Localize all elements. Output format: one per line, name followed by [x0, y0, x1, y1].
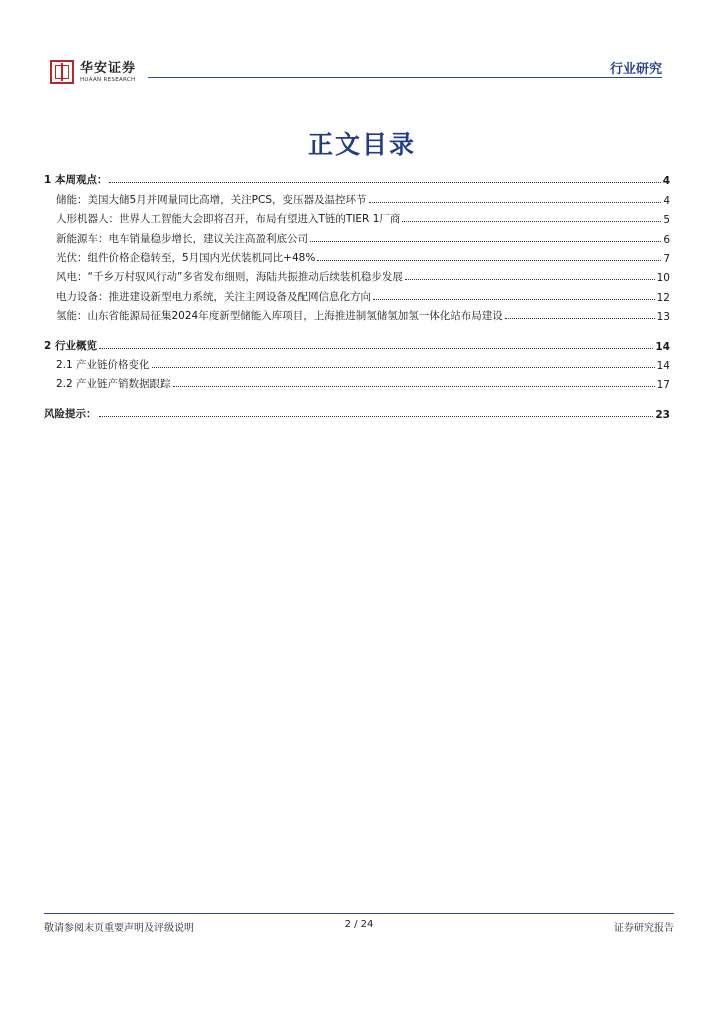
page-header — [50, 58, 662, 90]
toc-entry-page: 14 — [656, 359, 670, 372]
toc-entry-page: 13 — [656, 311, 670, 324]
logo-name-en: HUAAN RESEARCH — [80, 76, 136, 83]
toc-entry-label: 人形机器人：世界人工智能大会即将召开，布局有望进入T链的TIER 1厂商 — [56, 213, 401, 226]
header-divider — [148, 77, 662, 78]
toc-entry-label: 2.1 产业链价格变化 — [56, 358, 150, 371]
toc-entry-label: 2 行业概览 — [44, 339, 97, 352]
toc-entry-page: 23 — [655, 408, 670, 421]
toc-dot-leader — [369, 202, 662, 203]
toc-entry-page: 7 — [663, 252, 670, 265]
toc-entry-section[interactable] — [44, 168, 670, 187]
toc-entry-subsection[interactable] — [44, 372, 670, 391]
toc-entry-page: 10 — [656, 272, 670, 285]
toc-entry-label: 新能源车：电车销量稳步增长，建议关注高盈利底公司 — [56, 232, 308, 245]
toc-entry-subsection[interactable] — [44, 353, 670, 372]
toc-dot-leader — [402, 221, 661, 222]
footer-report-type: 证券研究报告 — [614, 923, 674, 934]
toc-entry-page: 6 — [663, 233, 670, 246]
seal-logo-icon — [50, 60, 74, 84]
section-label: 行业研究 — [609, 62, 662, 77]
toc-entry-subsection[interactable] — [44, 284, 670, 303]
toc-dot-leader — [373, 299, 655, 300]
toc-entry-label: 风险提示： — [44, 407, 97, 420]
footer-disclaimer: 敬请参阅末页重要声明及评级说明 — [44, 923, 194, 934]
footer-divider — [44, 913, 674, 914]
toc-entry-page: 12 — [656, 291, 670, 304]
toc-dot-leader — [405, 279, 655, 280]
toc-entry-page: 17 — [656, 379, 670, 392]
toc-spacer — [44, 323, 670, 333]
toc-entry-label: 1 本周观点： — [44, 174, 108, 187]
toc-entry-page: 4 — [662, 175, 670, 188]
toc-entry-subsection[interactable] — [44, 304, 670, 323]
toc-entry-subsection[interactable] — [44, 226, 670, 245]
logo-name-cn: 华安证券 — [80, 60, 137, 76]
table-of-contents — [44, 168, 670, 421]
toc-entry-subsection[interactable] — [44, 265, 670, 284]
toc-entry-label: 电力设备：推进建设新型电力系统，关注主网设备及配网信息化方向 — [56, 290, 371, 303]
toc-entry-subsection[interactable] — [44, 246, 670, 265]
toc-dot-leader — [99, 348, 653, 349]
toc-entry-label: 2.2 产业链产销数据跟踪 — [56, 378, 171, 391]
page-title: 正文目录 — [307, 130, 416, 159]
toc-dot-leader — [109, 182, 660, 183]
toc-entry-subsection[interactable] — [44, 187, 670, 206]
toc-entry-page: 14 — [655, 340, 670, 353]
toc-dot-leader — [173, 386, 655, 387]
toc-entry-label: 光伏：组件价格企稳转至，5月国内光伏装机同比+48% — [56, 251, 316, 264]
toc-dot-leader — [317, 260, 661, 261]
toc-entry-label: 储能：美国大储5月并网量同比高增，关注PCS，变压器及温控环节 — [56, 193, 367, 206]
toc-spacer — [44, 391, 670, 401]
toc-entry-label: 氢能：山东省能源局征集2024年度新型储能入库项目，上海推进制氢储氢加氢一体化站布局建设 — [56, 310, 503, 323]
toc-entry-label: 风电：“千乡万村驭风行动”多省发布细则，海陆共振推动后续装机稳步发展 — [56, 271, 403, 284]
page-indicator: 2 / 24 — [344, 919, 374, 930]
toc-entry-page: 4 — [663, 194, 670, 207]
toc-dot-leader — [152, 367, 655, 368]
toc-entry-section[interactable] — [44, 401, 670, 420]
toc-dot-leader — [310, 241, 661, 242]
company-logo — [50, 60, 136, 84]
toc-entry-subsection[interactable] — [44, 207, 670, 226]
toc-entry-page: 5 — [663, 214, 670, 227]
toc-entry-section[interactable] — [44, 333, 670, 352]
logo-text — [80, 61, 136, 84]
toc-dot-leader — [99, 416, 654, 417]
toc-dot-leader — [505, 318, 655, 319]
